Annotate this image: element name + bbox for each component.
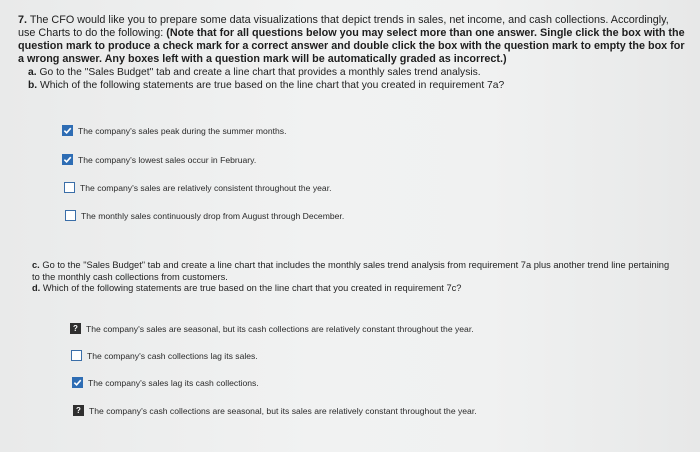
option-label: The company's sales peak during the summer months. [78,125,287,136]
option-d-2[interactable] [71,350,258,361]
option-d-4[interactable] [73,405,477,416]
part-b-text: Which of the following statements are true based on the line chart that you created in requirement 7a? [40,80,505,91]
option-d-1[interactable] [70,323,474,334]
question-number: 7. [18,14,28,26]
question-mark-icon[interactable]: ? [70,323,81,334]
option-b-1[interactable] [62,125,286,136]
option-label: The company's sales are seasonal, but its cash collections are relatively constant throughout the year. [86,323,474,334]
checkmark-icon[interactable] [62,154,73,165]
empty-box-icon[interactable] [64,182,75,193]
option-b-4[interactable] [65,210,344,221]
part-a-label: a. [28,67,37,78]
option-label: The company's cash collections are seasonal, but its sales are relatively constant throughout the year. [89,405,477,416]
option-d-3[interactable] [72,377,259,388]
part-d-label: d. [32,283,41,293]
question-note: (Note that for all questions below you may select more than one answer. Single click the box with the question mark to produce a check mark for a correct answer and double click the box with the question mark to empty the box for a wrong answer. Any boxes left with a question mark will be automatically graded as incorrect.) [18,27,685,65]
question-mark-icon[interactable]: ? [73,405,84,416]
part-a [18,66,686,79]
part-b-label: b. [28,80,38,91]
part-c-text: Go to the "Sales Budget" tab and create a line chart that includes the monthly sales trend analysis from requirement 7a plus another trend line pertaining to the monthly cash collections from customers. [32,260,670,282]
part-b [18,79,686,92]
checkmark-icon[interactable] [62,125,73,136]
option-label: The company's cash collections lag its sales. [87,350,258,361]
option-b-2[interactable] [62,154,256,165]
question-intro: The CFO would like you to prepare some data visualizations that depict trends in sales, net income, and cash collections. Accordingly, use Charts to do the following: [18,14,669,39]
option-b-3[interactable] [64,182,331,193]
empty-box-icon[interactable] [71,350,82,361]
part-c-d-text [32,260,672,295]
option-label: The company's lowest sales occur in February. [78,154,257,165]
option-label: The company's sales lag its cash collections. [88,377,259,388]
part-d-text: Which of the following statements are true based on the line chart that you created in requirement 7c? [42,283,462,293]
checkmark-icon[interactable] [72,377,83,388]
part-d [32,283,672,295]
option-label: The monthly sales continuously drop from August through December. [81,210,345,221]
option-label: The company's sales are relatively consistent throughout the year. [80,182,332,193]
part-c [32,260,672,283]
empty-box-icon[interactable] [65,210,76,221]
part-c-label: c. [32,260,40,270]
question-7-text [18,14,686,92]
part-a-text: Go to the "Sales Budget" tab and create a line chart that provides a monthly sales trend analysis. [39,67,481,78]
